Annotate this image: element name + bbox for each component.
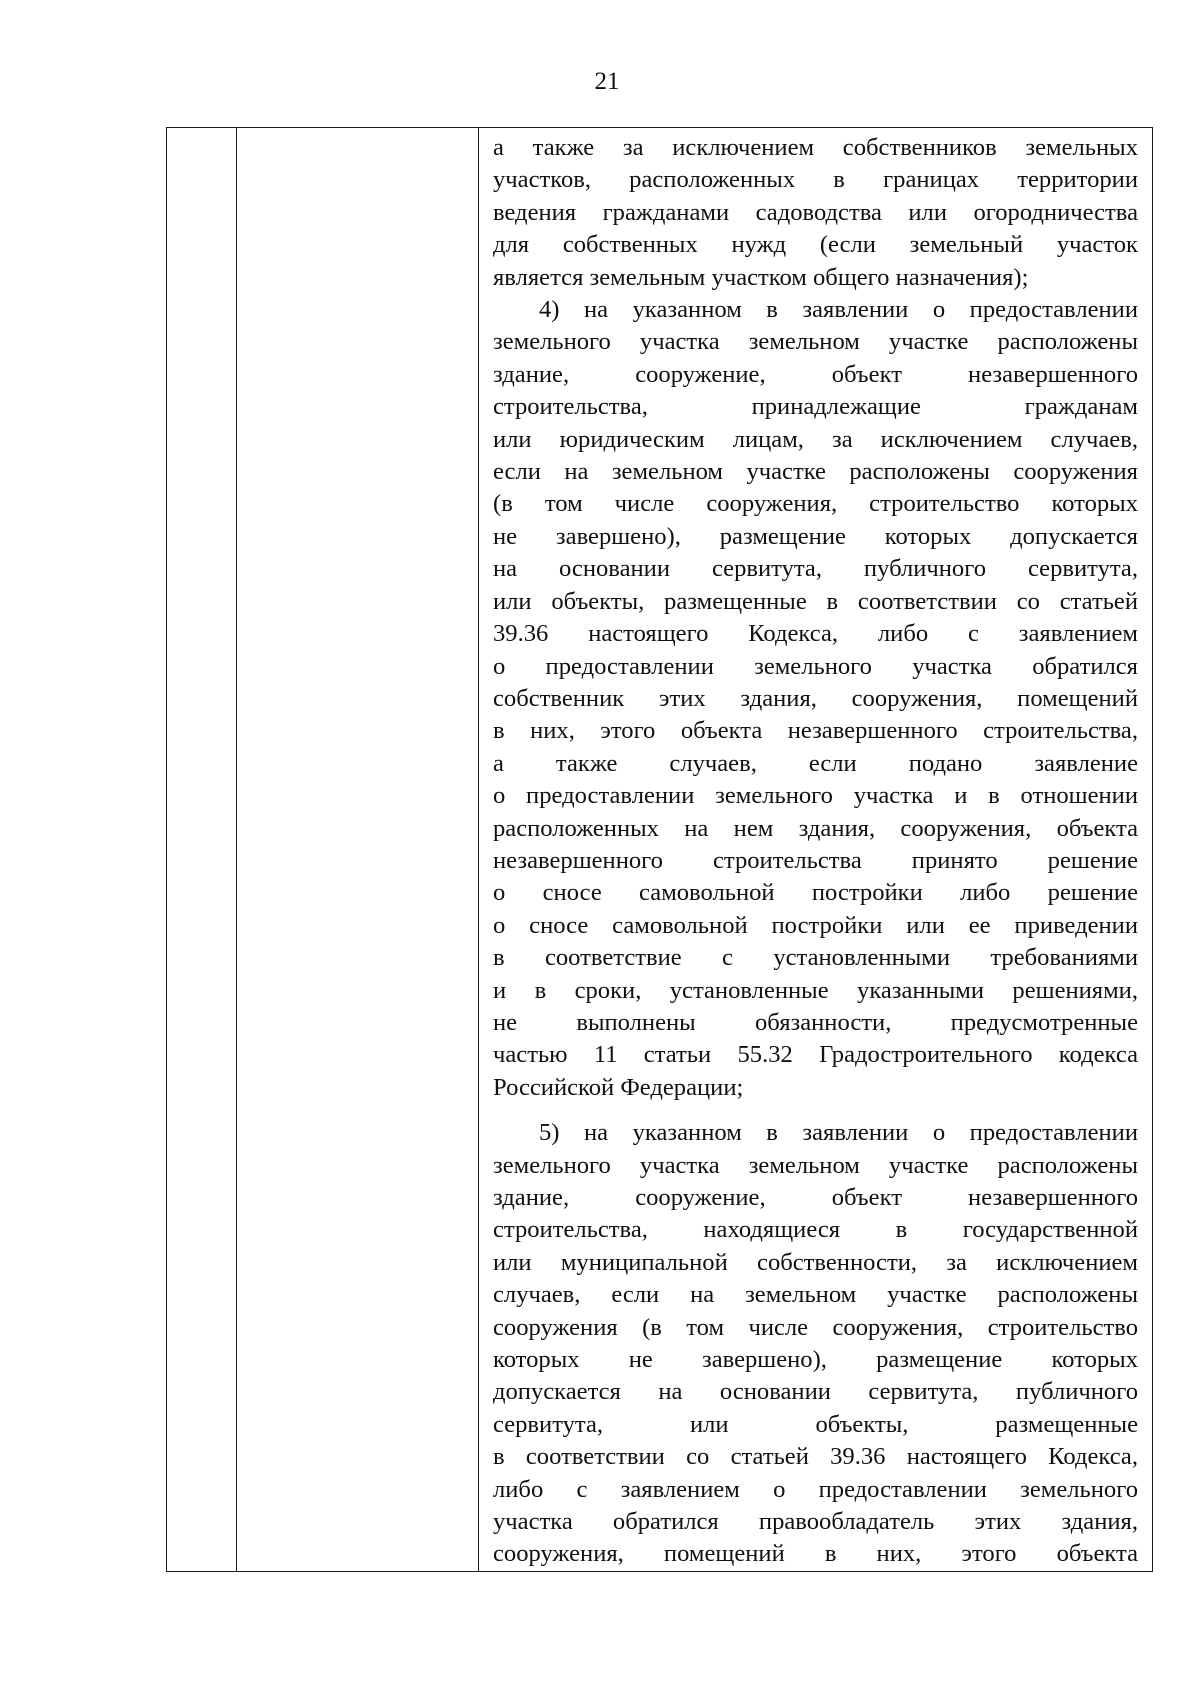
text-line: расположенных на нем здания, сооружения, объекта	[493, 814, 1138, 842]
text-line: допускается на основании сервитута, публичного	[493, 1378, 1138, 1406]
text-line: участка обратился правообладатель этих здания,	[493, 1508, 1138, 1536]
text-line: или юридическим лицам, за исключением случаев,	[493, 425, 1138, 453]
text-line: случаев, если на земельном участке расположены	[493, 1281, 1138, 1309]
paragraph	[493, 1117, 1138, 1571]
text-line: участков, расположенных в границах территории	[493, 166, 1138, 194]
page-number: 21	[594, 68, 620, 95]
text-line: о сносе самовольной постройки либо решение	[493, 879, 1138, 907]
text-line: Российской Федерации;	[493, 1073, 744, 1101]
text-line: на основании сервитута, публичного сервитута,	[493, 555, 1138, 583]
text-line: не выполнены обязанности, предусмотренные	[493, 1008, 1138, 1036]
text-line: (в том числе сооружения, строительство которых	[493, 490, 1138, 518]
text-body	[493, 132, 1138, 1571]
text-line: в них, этого объекта незавершенного строительства,	[493, 717, 1138, 745]
text-line: сервитута, или объекты, размещенные	[493, 1410, 1138, 1438]
text-line: является земельным участком общего назначения);	[493, 263, 1029, 291]
text-line: а также случаев, если подано заявление	[493, 749, 1138, 777]
text-line: строительства, находящиеся в государственной	[493, 1216, 1138, 1244]
table-cell-number	[167, 128, 237, 1572]
text-line: 4) на указанном в заявлении о предоставлении	[539, 296, 1138, 324]
text-line: для собственных нужд (если земельный участок	[493, 231, 1138, 259]
text-line: незавершенного строительства принято решение	[493, 846, 1138, 874]
text-line: в соответствие с установленными требованиями	[493, 944, 1138, 972]
paragraph-gap	[493, 1104, 1138, 1117]
text-line: частью 11 статьи 55.32 Градостроительного кодекса	[493, 1041, 1138, 1069]
text-line: либо с заявлением о предоставлении земельного	[493, 1475, 1138, 1503]
text-line: здание, сооружение, объект незавершенного	[493, 1184, 1138, 1211]
text-line: о предоставлении земельного участка и в отношении	[493, 782, 1138, 810]
text-line: о предоставлении земельного участка обратился	[493, 652, 1138, 680]
text-line: или муниципальной собственности, за исключением	[493, 1248, 1138, 1276]
text-line: сооружения, помещений в них, этого объекта	[493, 1540, 1138, 1568]
table-cell-title	[237, 128, 479, 1572]
text-line: земельного участка земельном участке расположены	[493, 328, 1138, 356]
table-cell-text	[479, 128, 1153, 1572]
paragraph	[493, 132, 1138, 294]
text-line: собственник этих здания, сооружения, помещений	[493, 684, 1138, 712]
text-line: 5) на указанном в заявлении о предоставлении	[539, 1119, 1138, 1147]
document-table	[166, 127, 1153, 1572]
text-line: строительства, принадлежащие гражданам	[493, 393, 1138, 421]
text-line: о сносе самовольной постройки или ее приведении	[493, 911, 1138, 939]
text-line: если на земельном участке расположены сооружения	[493, 458, 1138, 486]
text-line: здание, сооружение, объект незавершенного	[493, 360, 1138, 388]
text-line: земельного участка земельном участке расположены	[493, 1151, 1138, 1179]
table-row	[167, 128, 1153, 1572]
text-line: а также за исключением собственников земельных	[493, 134, 1138, 161]
text-line: ведения гражданами садоводства или огородничества	[493, 198, 1138, 226]
paragraph	[493, 294, 1138, 1104]
text-line: которых не завершено), размещение которых	[493, 1346, 1138, 1374]
text-line: и в сроки, установленные указанными решениями,	[493, 976, 1138, 1004]
text-line: 39.36 настоящего Кодекса, либо с заявлением	[493, 620, 1138, 648]
text-line: или объекты, размещенные в соответствии со статьей	[493, 587, 1138, 615]
text-line: сооружения (в том числе сооружения, строительство	[493, 1313, 1138, 1341]
text-line: не завершено), размещение которых допускается	[493, 522, 1138, 550]
text-line: в соответствии со статьей 39.36 настоящего Кодекса,	[493, 1443, 1138, 1471]
